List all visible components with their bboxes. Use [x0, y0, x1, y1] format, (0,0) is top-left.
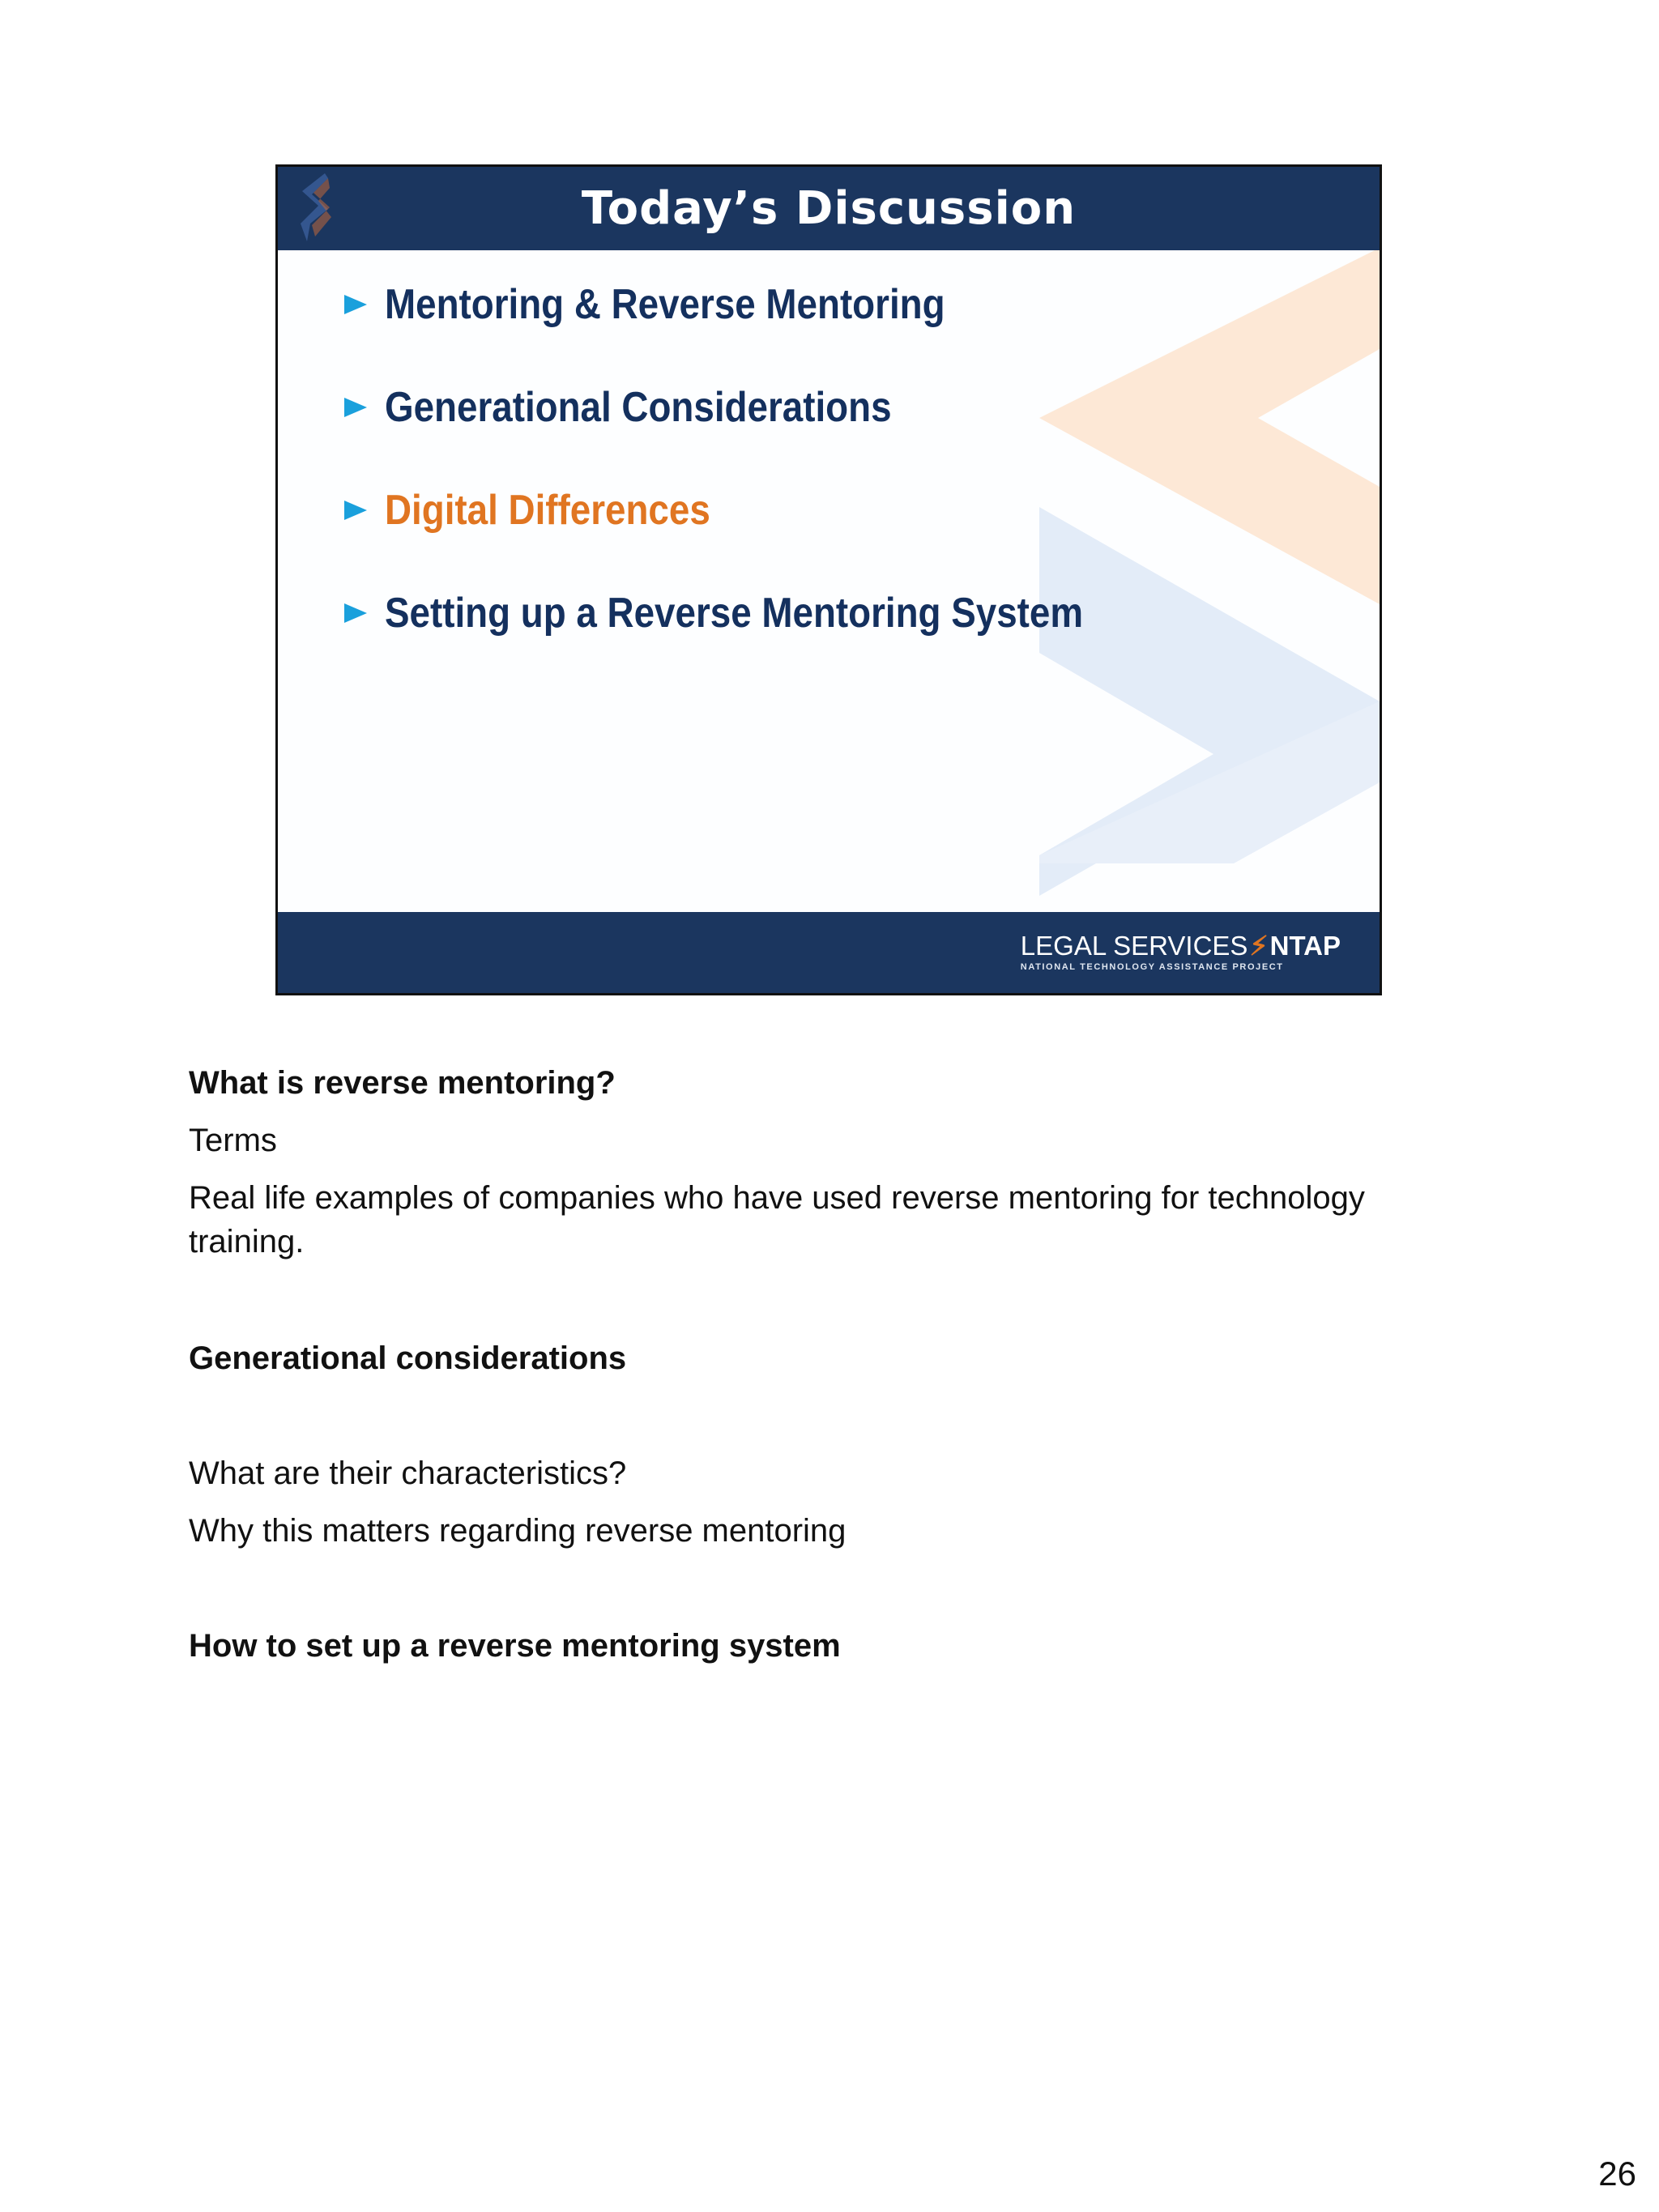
notes-heading: How to set up a reverse mentoring system [189, 1628, 841, 1664]
triangle-bullet-icon [343, 497, 369, 523]
logo-text-right: NTAP [1269, 931, 1341, 961]
bullet-item [343, 589, 1179, 637]
slide-header [278, 167, 1380, 250]
notes-heading: What is reverse mentoring? [189, 1065, 616, 1101]
notes-line: Terms [189, 1123, 277, 1158]
page-number: 26 [1598, 2154, 1636, 2193]
bullet-text: Mentoring & Reverse Mentoring [385, 281, 945, 328]
bullet-text-highlighted: Digital Differences [385, 487, 710, 534]
lightning-bolt-icon: ⚡︎ [1249, 931, 1269, 961]
logo-text-left: LEGAL SERVICES [1020, 931, 1248, 961]
logo-subtitle: NATIONAL TECHNOLOGY ASSISTANCE PROJECT [1020, 962, 1284, 972]
logo-wordmark [1021, 930, 1341, 961]
bullet-item [343, 280, 1021, 329]
notes-paragraph: Real life examples of companies who have used reverse mentoring for technology training. [189, 1180, 1365, 1259]
notes-line: What are their characteristics? [189, 1455, 627, 1491]
triangle-bullet-icon [343, 394, 369, 420]
triangle-bullet-icon [343, 292, 369, 318]
bullet-item [343, 486, 755, 535]
bullet-text: Generational Considerations [385, 384, 892, 431]
bullet-item [343, 383, 961, 432]
notes-heading: Generational considerations [189, 1340, 627, 1376]
slide-image [275, 164, 1382, 995]
slide-title: Today’s Discussion [581, 182, 1077, 235]
notes-line: Why this matters regarding reverse mentoring [189, 1513, 847, 1549]
triangle-bullet-icon [343, 600, 369, 626]
legal-services-ntap-logo [1021, 930, 1341, 972]
bullet-text: Setting up a Reverse Mentoring System [385, 590, 1084, 637]
slide-footer [278, 912, 1380, 993]
